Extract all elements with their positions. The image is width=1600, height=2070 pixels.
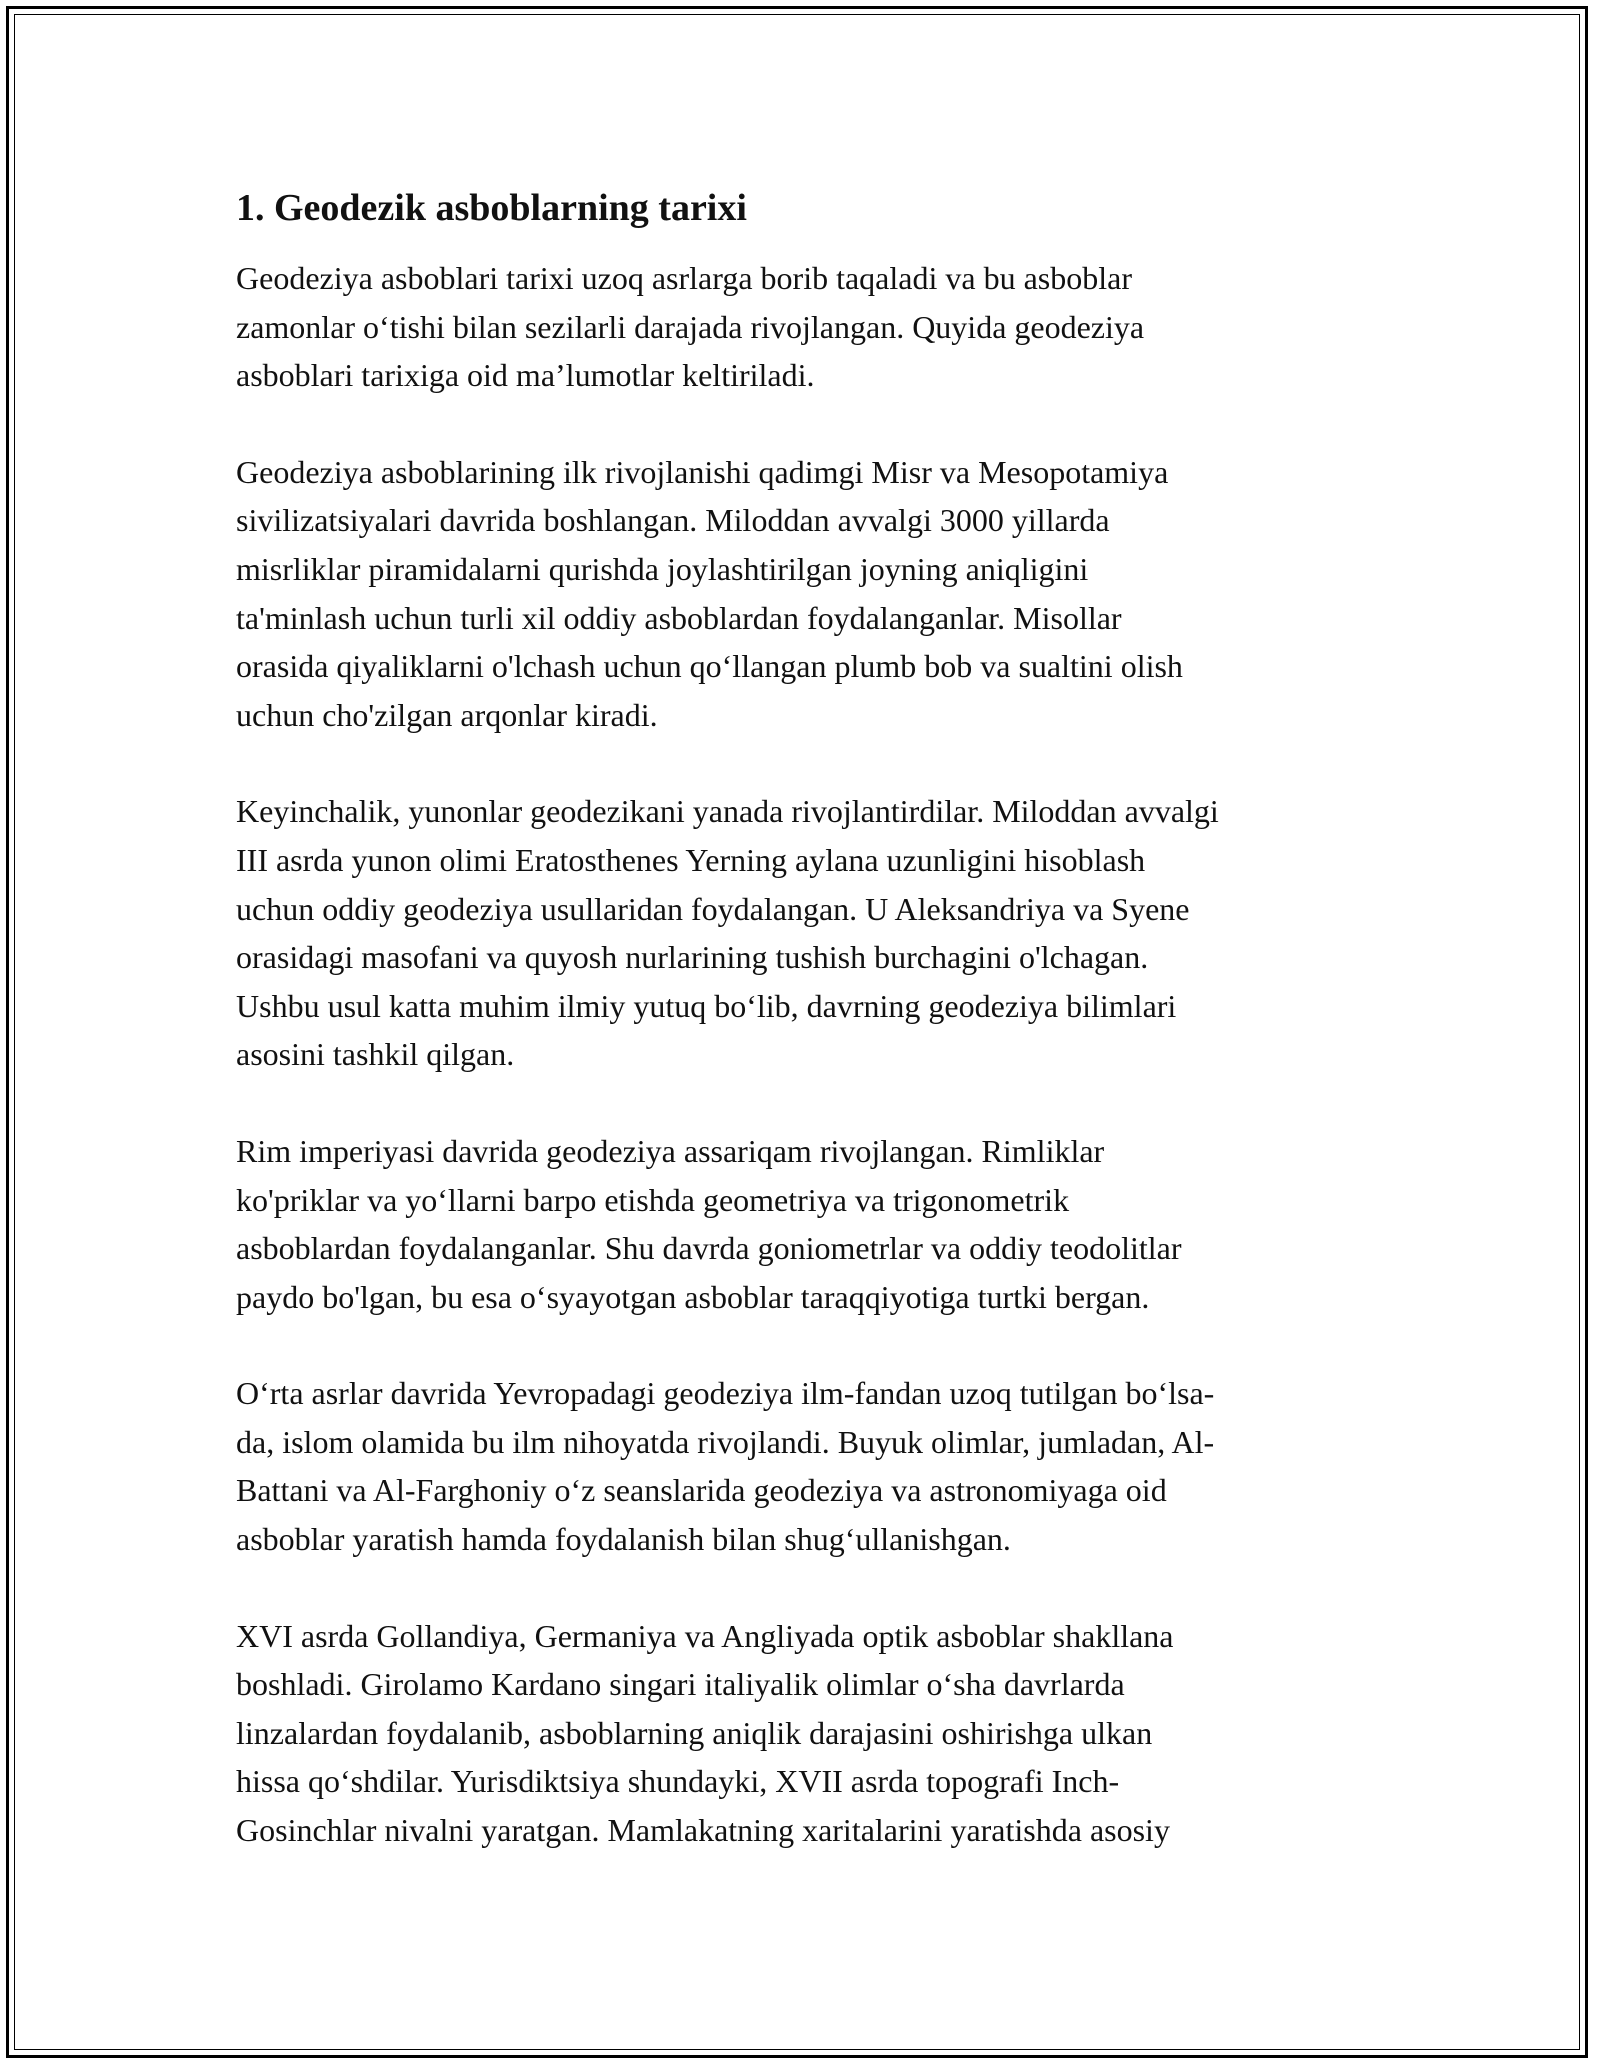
paragraph-line: asboblardan foydalanganlar. Shu davrda goniometrlar va oddiy teodolitlar	[236, 1230, 1182, 1267]
paragraph-line: asosini tashkil qilgan.	[236, 1036, 515, 1073]
paragraph-line: ko'priklar va yo‘llarni barpo etishda geometriya va trigonometrik	[236, 1181, 1070, 1218]
paragraph-line: Geodeziya asboblarining ilk rivojlanishi qadimgi Misr va Mesopotamiya	[236, 453, 1169, 490]
paragraph-line: Battani va Al-Farghoniy o‘z seanslarida geodeziya va astronomiyaga oid	[236, 1472, 1167, 1509]
paragraph-line: ta'minlash uchun turli xil oddiy asboblardan foydalanganlar. Misollar	[236, 599, 1122, 636]
paragraph-line: paydo bo'lgan, bu esa o‘syayotgan asboblar taraqqiyotiga turtki bergan.	[236, 1278, 1150, 1315]
paragraph-middle-ages	[236, 1369, 1376, 1563]
paragraph-line: orasidagi masofani va quyosh nurlarining tushish burchagini o'lchagan.	[236, 939, 1149, 976]
paragraph-line: Ushbu usul katta muhim ilmiy yutuq bo‘lib, davrning geodeziya bilimlari	[236, 987, 1177, 1024]
paragraph-line: orasida qiyaliklarni o'lchash uchun qo‘llangan plumb bob va sualtini olish	[236, 648, 1183, 685]
paragraph-line: O‘rta asrlar davrida Yevropadagi geodeziya ilm-fandan uzoq tutilgan bo‘lsa-	[236, 1375, 1215, 1412]
paragraph-line: Keyinchalik, yunonlar geodezikani yanada rivojlantirdilar. Miloddan avvalgi	[236, 793, 1219, 830]
paragraph-line: asboblar yaratish hamda foydalanish bilan shug‘ullanishgan.	[236, 1521, 1011, 1558]
paragraph-line: sivilizatsiyalari davrida boshlangan. Miloddan avvalgi 3000 yillarda	[236, 502, 1110, 539]
paragraph-rome	[236, 1127, 1376, 1321]
paragraph-line: uchun oddiy geodeziya usullaridan foydalangan. U Aleksandriya va Syene	[236, 890, 1190, 927]
paragraph-line: zamonlar o‘tishi bilan sezilarli darajada rivojlangan. Quyida geodeziya	[236, 308, 1145, 345]
paragraph-line: linzalardan foydalanib, asboblarning aniqlik darajasini oshirishga ulkan	[236, 1714, 1153, 1751]
paragraph-intro	[236, 254, 1376, 400]
paragraph-line: Geodeziya asboblari tarixi uzoq asrlarga borib taqaladi va bu asboblar	[236, 260, 1132, 296]
paragraph-line: asboblari tarixiga oid ma’lumotlar keltiriladi.	[236, 357, 815, 394]
paragraph-line: XVI asrda Gollandiya, Germaniya va Angliyada optik asboblar shakllana	[236, 1617, 1174, 1654]
paragraph-line: Rim imperiyasi davrida geodeziya assariqam rivojlangan. Rimliklar	[236, 1132, 1105, 1169]
paragraph-line: hissa qo‘shdilar. Yurisdiktsiya shundayki, XVII asrda topografi Inch-	[236, 1763, 1120, 1800]
section-heading: 1. Geodezik asboblarning tarixi	[236, 187, 747, 229]
paragraph-line: da, islom olamida bu ilm nihoyatda rivojlandi. Buyuk olimlar, jumladan, Al-	[236, 1423, 1215, 1460]
document-body	[236, 184, 1376, 1903]
paragraph-greece	[236, 787, 1376, 1079]
paragraph-16th-century	[236, 1612, 1376, 1855]
paragraph-egypt	[236, 448, 1376, 740]
paragraph-line: boshladi. Girolamo Kardano singari italiyalik olimlar o‘sha davrlarda	[236, 1666, 1125, 1703]
paragraph-line: uchun cho'zilgan arqonlar kiradi.	[236, 696, 658, 733]
paragraph-line: Gosinchlar nivalni yaratgan. Mamlakatning xaritalarini yaratishda asosiy	[236, 1812, 1170, 1849]
paragraph-line: misrliklar piramidalarni qurishda joylashtirilgan joyning aniqligini	[236, 550, 1089, 587]
paragraph-line: III asrda yunon olimi Eratosthenes Yerning aylana uzunligini hisoblash	[236, 841, 1146, 878]
